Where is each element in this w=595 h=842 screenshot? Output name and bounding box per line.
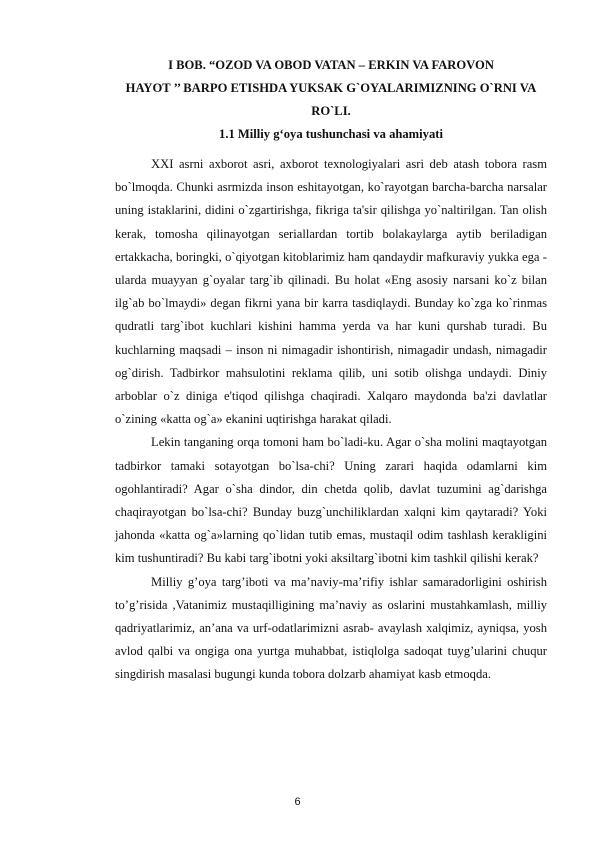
document-page [115,54,547,687]
section-title: 1.1 Milliy g‘oya tushunchasi va ahamiyati [219,127,443,141]
chapter-title-line-2: HAYOT ’’ BARPO ETISHDA YUKSAK G`OYALARIMIZNING O`RNI VA [125,81,537,95]
paragraph-1: XXI asrni axborot asri, axborot texnologiyalari asri deb atash tobora rasm bo`lmoqda. Chunki asrmizda inson eshitayotgan, ko`rayotgan barcha-barcha narsalar uning istaklarini, didini o`zgartirishga, fikriga ta'sir qilishga yo`naltirilgan. Tan olish kerak, tomosha qilinayotgan seriallardan tortib bolakaylarga aytib beriladigan ertakkacha, boringki, o`qiyotgan kitoblarimiz ham qandaydir mafkuraviy yukka ega - ularda muayyan g`oyalar targ`ib qilinadi. Bu holat «Eng asosiy narsani ko`z bilan ilg`ab bo`lmaydi» degan fikrni yana bir karra tasdiqlaydi. Bunday ko`zga ko`rinmas qudratli targ`ibot kuchlari kishini hamma yerda va har kuni qurshab turadi. Bu kuchlarning maqsadi – inson ni nimagadir ishontirish, nimagadir undash, nimagadir og`dirish. Tadbirkor mahsulotini reklama qilib, uni sotib olishga undaydi. Diniy arboblar o`z diniga e'tiqod qilishga chaqiradi. Xalqaro maydonda ba'zi davlatlar o`zining «katta og`a» ekanini uqtirishga harakat qiladi. [115,157,547,427]
chapter-title [115,54,547,123]
paragraph-2: Lekin tanganing orqa tomoni ham bo`ladi-ku. Agar o`sha molini maqtayotgan tadbirkor tamaki sotayotgan bo`lsa-chi? Uning zarari haqida odamlarni kim ogohlantiradi? Agar o`sha dindor, din chetda qolib, davlat tuzumini ag`darishga chaqirayotgan bo`lsa-chi? Bunday buzg`unchiliklardan xalqni kim qaytaradi? Yoki jahonda «katta og`a»larning qo`lidan tutib emas, mustaqil odim tashlash kerakligini kim tushuntiradi? Bu kabi targ`ibotni yoki aksiltarg`ibotni kim tashkil qilishi kerak? [115,435,547,566]
chapter-title-line-1: I BOB. “OZOD VA OBOD VATAN – ERKIN VA FAROVON [168,58,494,72]
chapter-title-line-3: RO`LI. [311,104,351,118]
paragraph-3: Milliy g’oya targ’iboti va ma’naviy-ma’rifiy ishlar samaradorligini oshirish to’g’risida ,Vatanimiz mustaqilligining ma’naviy as oslarini mustahkamlash, milliy qadriyatlarimiz, an’ana va urf-odatlarimizni asrab- avaylash xalqimiz, ayniqsa, yosh avlod qalbi va ongiga ona yurtga muhabbat, istiqlolga sadoqat tuyg’ularini chuqur singdirish masalasi bugungi kunda tobora dolzarb ahamiyat kasb etmoqda. [115,574,547,682]
page-number: 6 [294,796,301,808]
